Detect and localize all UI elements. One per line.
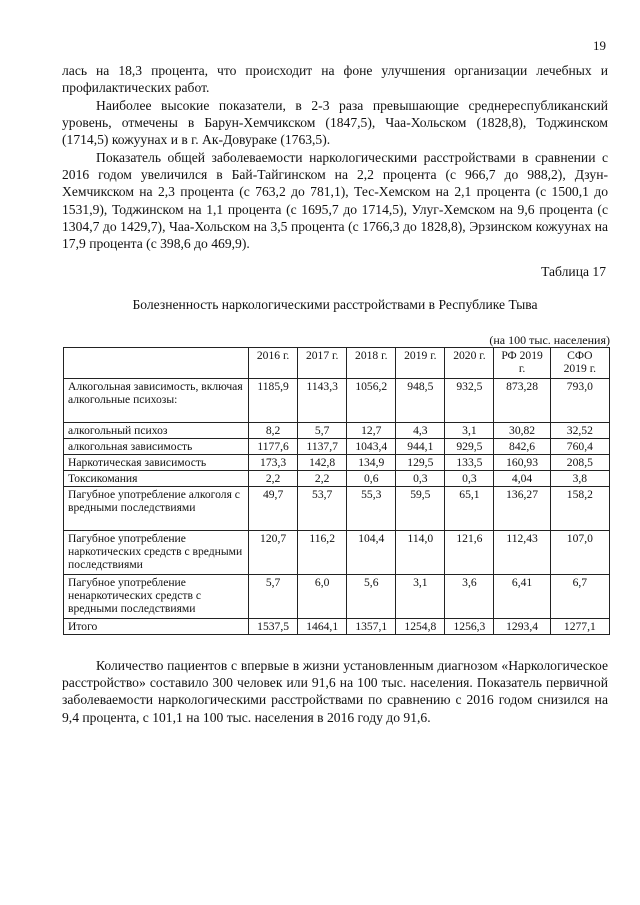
- table-row: [64, 471, 610, 487]
- row-label: алкогольная зависимость: [64, 439, 249, 455]
- table-cell: 65,1: [445, 487, 494, 531]
- header-2019: 2019 г.: [396, 348, 445, 379]
- table-cell: 104,4: [347, 531, 396, 575]
- table-cell: 873,28: [494, 379, 550, 423]
- table-row: [64, 487, 610, 531]
- table-cell: 1464,1: [298, 619, 347, 635]
- table-cell: 59,5: [396, 487, 445, 531]
- table-row: [64, 423, 610, 439]
- paragraph-4: Количество пациентов с впервые в жизни установленным диагнозом «Наркологическое расстройство» составило 300 человек или 91,6 на 100 тыс. населения. Показатель первичной заболеваемости наркологическими расстройствами по сравнению с 2016 годом снизился на 9,4 процента, с 101,1 на 100 тыс. населения в 2016 году до 91,6.: [62, 658, 608, 725]
- table-cell: 112,43: [494, 531, 550, 575]
- table-cell: 1177,6: [249, 439, 298, 455]
- table-cell: 49,7: [249, 487, 298, 531]
- table-cell: 120,7: [249, 531, 298, 575]
- row-label: Токсикомания: [64, 471, 249, 487]
- table-cell: 3,1: [396, 575, 445, 619]
- morbidity-table: [63, 347, 610, 635]
- header-2020: 2020 г.: [445, 348, 494, 379]
- table-row: [64, 575, 610, 619]
- table-row: [64, 455, 610, 471]
- table-cell: 134,9: [347, 455, 396, 471]
- table-cell: 5,7: [298, 423, 347, 439]
- table-cell: 6,0: [298, 575, 347, 619]
- header-2018: 2018 г.: [347, 348, 396, 379]
- table-cell: 944,1: [396, 439, 445, 455]
- table-cell: 1056,2: [347, 379, 396, 423]
- table-cell: 760,4: [550, 439, 609, 455]
- table-cell: 6,41: [494, 575, 550, 619]
- table-row: [64, 531, 610, 575]
- table-cell: 55,3: [347, 487, 396, 531]
- table-cell: 160,93: [494, 455, 550, 471]
- table-cell: 0,3: [445, 471, 494, 487]
- table-cell: 2,2: [249, 471, 298, 487]
- table-cell: 142,8: [298, 455, 347, 471]
- table-cell: 133,5: [445, 455, 494, 471]
- table-cell: 1357,1: [347, 619, 396, 635]
- header-rf-2019: РФ 2019 г.: [494, 348, 550, 379]
- table-title: Болезненность наркологическими расстройствами в Республике Тыва: [132, 297, 538, 312]
- table-cell: 932,5: [445, 379, 494, 423]
- table-cell: 129,5: [396, 455, 445, 471]
- table-row: [64, 379, 610, 423]
- table-row: [64, 439, 610, 455]
- table-cell: 12,7: [347, 423, 396, 439]
- table-cell: 1143,3: [298, 379, 347, 423]
- table-header-row: [64, 348, 610, 379]
- table-cell: 32,52: [550, 423, 609, 439]
- paragraph-3: Показатель общей заболеваемости наркологическими расстройствами в сравнении с 2016 годом увеличился в Бай-Тайгинском на 2,2 процента (с 966,7 до 988,2), Дзун-Хемчикском на 2,3 процента (с 763,2 до 781,1), Тес-Хемском на 2,1 процента (с 1500,1 до 1531,9), Тоджинском на 1,1 процента (с 1695,7 до 1714,5), Улуг-Хемском на 9,6 процента (с 1304,7 до 1429,7), Чаа-Хольском на 3,5 процента (с 1766,3 до 1828,8), Эрзинском кожуунах на 17,9 процента (с 398,6 до 469,9).: [62, 150, 608, 252]
- table-cell: 1256,3: [445, 619, 494, 635]
- paragraph-2: Наиболее высокие показатели, в 2-3 раза превышающие среднереспубликанский уровень, отмечены в Барун-Хемчикском (1847,5), Чаа-Хольском (1828,8), Тоджинском (1714,5) кожуунах и в г. Ак-Довураке (1763,5).: [62, 98, 608, 148]
- table-cell: 0,3: [396, 471, 445, 487]
- row-label: Итого: [64, 619, 249, 635]
- table-cell: 3,1: [445, 423, 494, 439]
- table-cell: 158,2: [550, 487, 609, 531]
- row-label: алкогольный психоз: [64, 423, 249, 439]
- table-cell: 2,2: [298, 471, 347, 487]
- header-2017: 2017 г.: [298, 348, 347, 379]
- table-cell: 793,0: [550, 379, 609, 423]
- table-cell: 842,6: [494, 439, 550, 455]
- table-cell: 107,0: [550, 531, 609, 575]
- row-label: Алкогольная зависимость, включая алкогольные психозы:: [64, 379, 249, 423]
- table-cell: 3,6: [445, 575, 494, 619]
- table-row: [64, 619, 610, 635]
- table-cell: 30,82: [494, 423, 550, 439]
- table-cell: 173,3: [249, 455, 298, 471]
- table-cell: 1277,1: [550, 619, 609, 635]
- table-cell: 1254,8: [396, 619, 445, 635]
- table-cell: 6,7: [550, 575, 609, 619]
- table-cell: 136,27: [494, 487, 550, 531]
- table-cell: 1185,9: [249, 379, 298, 423]
- table-cell: 114,0: [396, 531, 445, 575]
- table-cell: 948,5: [396, 379, 445, 423]
- table-units: (на 100 тыс. населения): [489, 333, 610, 347]
- paragraph-1: лась на 18,3 процента, что происходит на фоне улучшения организации лечебных и профилактических работ.: [62, 63, 608, 96]
- table-cell: 1137,7: [298, 439, 347, 455]
- table-cell: 929,5: [445, 439, 494, 455]
- header-sfo-2019: СФО 2019 г.: [550, 348, 609, 379]
- table-cell: 5,6: [347, 575, 396, 619]
- table-cell: 3,8: [550, 471, 609, 487]
- table-cell: 53,7: [298, 487, 347, 531]
- header-2016: 2016 г.: [249, 348, 298, 379]
- table-cell: 208,5: [550, 455, 609, 471]
- table-cell: 1293,4: [494, 619, 550, 635]
- header-blank-cell: [64, 348, 249, 379]
- table-cell: 8,2: [249, 423, 298, 439]
- row-label: Пагубное употребление алкоголя с вредными последствиями: [64, 487, 249, 531]
- table-cell: 1043,4: [347, 439, 396, 455]
- table-cell: 4,04: [494, 471, 550, 487]
- table-cell: 121,6: [445, 531, 494, 575]
- page-number: 19: [593, 38, 606, 53]
- table-cell: 1537,5: [249, 619, 298, 635]
- table-cell: 4,3: [396, 423, 445, 439]
- table-cell: 5,7: [249, 575, 298, 619]
- table-label: Таблица 17: [541, 264, 606, 279]
- table-cell: 116,2: [298, 531, 347, 575]
- row-label: Пагубное употребление наркотических средств с вредными последствиями: [64, 531, 249, 575]
- row-label: Пагубное употребление ненаркотических средств с вредными последствиями: [64, 575, 249, 619]
- table-cell: 0,6: [347, 471, 396, 487]
- row-label: Наркотическая зависимость: [64, 455, 249, 471]
